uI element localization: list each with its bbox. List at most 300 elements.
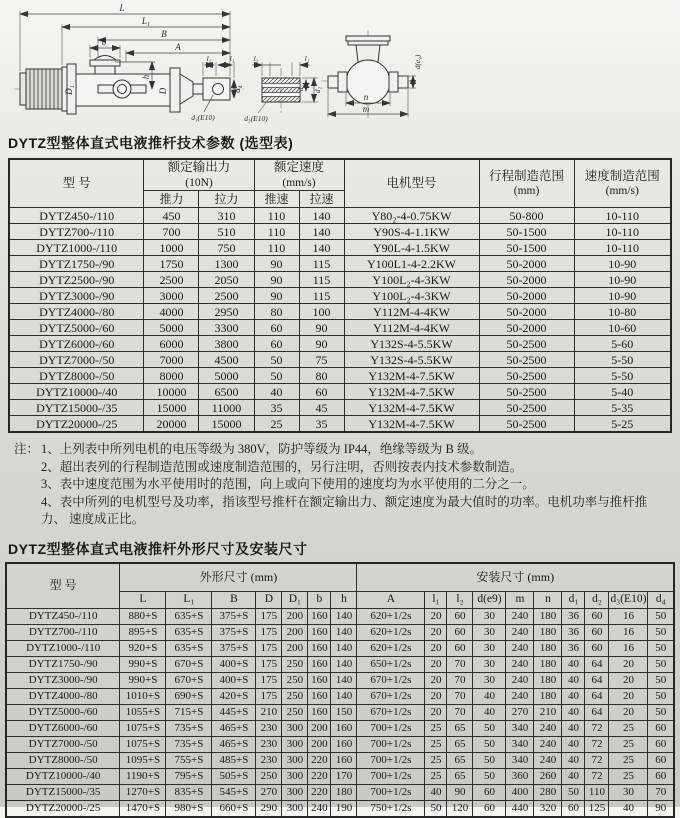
col-d4: d₄ (648, 591, 674, 608)
value-cell: 50-2000 (479, 256, 574, 272)
dimension-table (5, 562, 675, 818)
value-cell: 240 (534, 752, 562, 768)
col-pull-force: 拉力 (199, 191, 254, 208)
value-cell: 50-2500 (479, 368, 574, 384)
col2-model-label: 型 号 (49, 578, 77, 593)
value-cell: 3800 (199, 336, 254, 352)
model-cell: DYTZ7000-/50 (6, 736, 120, 752)
value-cell: 90 (447, 784, 473, 800)
stroke-range-label: 行程制造范围 (489, 168, 565, 183)
value-cell: 50 (648, 624, 674, 640)
value-cell: 220 (308, 752, 331, 768)
value-cell: 240 (506, 656, 534, 672)
value-cell: 1270+S (120, 784, 166, 800)
value-cell: 160 (331, 736, 357, 752)
value-cell: 50 (648, 704, 674, 720)
value-cell: 180 (534, 672, 562, 688)
value-cell: 10-80 (574, 304, 671, 320)
value-cell: 120 (447, 800, 473, 817)
dim-label-l1-main: l₁ (229, 54, 235, 63)
value-cell: 200 (308, 736, 331, 752)
value-cell: 715+S (166, 704, 212, 720)
value-cell: 360 (506, 768, 534, 784)
value-cell: 300 (282, 752, 308, 768)
col-stroke-range (479, 159, 574, 208)
value-cell: 50-2000 (479, 272, 574, 288)
dimension-table-title: DYTZ型整体直式电液推杆外形尺寸及安装尺寸 (8, 540, 308, 557)
col2-model (6, 563, 120, 609)
dimension-row (6, 688, 674, 704)
value-cell: 620+1/2s (357, 608, 425, 624)
value-cell: 30 (609, 784, 648, 800)
value-cell: 40 (562, 768, 585, 784)
value-cell: 30 (473, 672, 506, 688)
value-cell: 660+S (212, 800, 256, 817)
col-D: D (256, 591, 282, 608)
value-cell: 25 (425, 752, 447, 768)
value-cell: 16 (609, 608, 648, 624)
value-cell: 5000 (144, 320, 199, 336)
value-cell: 10-90 (574, 272, 671, 288)
value-cell: 140 (331, 672, 357, 688)
value-cell: 6500 (199, 384, 254, 400)
value-cell: 895+S (120, 624, 166, 640)
value-cell: 920+S (120, 640, 166, 656)
value-cell: 80 (254, 304, 299, 320)
value-cell: 440 (506, 800, 534, 817)
dim-label-b: b (101, 37, 107, 47)
value-cell: 160 (308, 656, 331, 672)
model-cell: DYTZ10000-/40 (9, 384, 144, 400)
value-cell: 11000 (199, 400, 254, 416)
spec-row (9, 320, 671, 336)
value-cell: 175 (256, 672, 282, 688)
value-cell: 635+S (166, 624, 212, 640)
value-cell: 170 (331, 768, 357, 784)
dimension-row (6, 608, 674, 624)
value-cell: 140 (299, 208, 344, 224)
value-cell: 160 (331, 752, 357, 768)
value-cell: Y100L₂-4-3KW (344, 288, 479, 304)
value-cell: 990+S (120, 656, 166, 672)
value-cell: 20000 (144, 416, 199, 433)
value-cell: 40 (473, 688, 506, 704)
dim-label-B: B (161, 29, 167, 39)
value-cell: 50 (473, 720, 506, 736)
model-cell: DYTZ20000-/25 (6, 800, 120, 817)
dim-label-d2: d₂ (313, 86, 322, 94)
value-cell: 400+S (212, 672, 256, 688)
spec-table-title: DYTZ型整体直式电液推杆技术参数 (选型表) (8, 135, 294, 151)
value-cell: 400+S (212, 656, 256, 672)
value-cell: 755+S (166, 752, 212, 768)
dimension-row (6, 800, 674, 817)
value-cell: 160 (308, 608, 331, 624)
value-cell: 125 (585, 800, 609, 817)
speed-range-unit: (mm/s) (605, 185, 639, 198)
value-cell: 90 (299, 336, 344, 352)
value-cell: 10-110 (574, 240, 671, 256)
value-cell: 5-50 (574, 368, 671, 384)
value-cell: 50-1500 (479, 224, 574, 240)
value-cell: 180 (534, 656, 562, 672)
model-cell: DYTZ450-/110 (9, 208, 144, 224)
value-cell: 650+1/2s (357, 656, 425, 672)
value-cell: 10-60 (574, 320, 671, 336)
value-cell: 340 (506, 736, 534, 752)
dimension-row (6, 640, 674, 656)
value-cell: 20 (425, 640, 447, 656)
note-line-2: 2、超出表列的行程制造范围或速度制造范围的，另行注明，否则按表内技术参数制造。 (41, 459, 523, 474)
value-cell: 200 (308, 720, 331, 736)
model-cell: DYTZ5000-/60 (6, 704, 120, 720)
value-cell: 70 (447, 672, 473, 688)
actuator-drawing (0, 0, 680, 132)
spec-row (9, 384, 671, 400)
model-cell: DYTZ5000-/60 (9, 320, 144, 336)
value-cell: 3000 (144, 288, 199, 304)
value-cell: 375+S (212, 608, 256, 624)
dim-label-D1: D₁ (64, 85, 74, 95)
value-cell: 60 (447, 640, 473, 656)
value-cell: 25 (609, 736, 648, 752)
value-cell: 230 (256, 736, 282, 752)
value-cell: 110 (254, 208, 299, 224)
notes-label: 注： (14, 442, 40, 456)
value-cell: 175 (256, 656, 282, 672)
value-cell: 30 (473, 640, 506, 656)
value-cell: 300 (282, 784, 308, 800)
value-cell: 50-2500 (479, 352, 574, 368)
value-cell: 620+1/2s (357, 624, 425, 640)
value-cell: 230 (256, 720, 282, 736)
value-cell: 160 (331, 720, 357, 736)
value-cell: 140 (331, 608, 357, 624)
value-cell: 65 (447, 768, 473, 784)
dim-label-n: n (363, 92, 369, 102)
value-cell: 50 (648, 640, 674, 656)
value-cell: 375+S (212, 624, 256, 640)
note-line-3: 3、表中速度范围为水平使用时的范围，向上或向下使用的速度均为水平使用的二分之一。 (41, 477, 535, 491)
value-cell: 240 (534, 720, 562, 736)
value-cell: 5000 (199, 368, 254, 384)
dim-label-A: A (175, 42, 181, 52)
value-cell: Y132S-4-5.5KW (344, 352, 479, 368)
value-cell: 700+1/2s (357, 720, 425, 736)
value-cell: 50-2500 (479, 400, 574, 416)
value-cell: 70 (447, 656, 473, 672)
model-cell: DYTZ10000-/40 (6, 768, 120, 784)
value-cell: 1055+S (120, 704, 166, 720)
dim-label-d3E10-detail: d₃(E10) (244, 114, 268, 123)
col-model (9, 159, 144, 208)
dim-label-d4: d₄ (232, 85, 242, 93)
value-cell: 20 (425, 608, 447, 624)
value-cell: 30 (473, 656, 506, 672)
value-cell: 60 (585, 624, 609, 640)
dimension-row (6, 672, 674, 688)
value-cell: 115 (299, 288, 344, 304)
spec-row (9, 304, 671, 320)
value-cell: 160 (308, 624, 331, 640)
value-cell: 90 (254, 272, 299, 288)
value-cell: 16 (609, 640, 648, 656)
value-cell: 700+1/2s (357, 736, 425, 752)
value-cell: 25 (609, 768, 648, 784)
value-cell: 60 (562, 800, 585, 817)
note-line-1 (14, 441, 670, 459)
value-cell: 40 (562, 736, 585, 752)
value-cell: Y112M-4-4KW (344, 304, 479, 320)
spec-row (9, 224, 671, 240)
col-h: h (331, 591, 357, 608)
value-cell: 65 (447, 752, 473, 768)
value-cell: 80 (299, 368, 344, 384)
model-cell: DYTZ450-/110 (6, 608, 120, 624)
col-d2: d₂ (585, 591, 609, 608)
value-cell: 4500 (199, 352, 254, 368)
model-cell: DYTZ1000-/110 (6, 640, 120, 656)
value-cell: 50 (648, 672, 674, 688)
value-cell: 690+S (166, 688, 212, 704)
value-cell: 310 (199, 208, 254, 224)
value-cell: 210 (256, 704, 282, 720)
col-l1: l₁ (425, 591, 447, 608)
value-cell: 200 (282, 640, 308, 656)
value-cell: 220 (308, 784, 331, 800)
value-cell: 64 (585, 704, 609, 720)
model-cell: DYTZ20000-/25 (9, 416, 144, 433)
model-cell: DYTZ15000-/35 (9, 400, 144, 416)
rated-speed-unit: (mm/s) (282, 176, 316, 189)
col-push-force: 推力 (144, 191, 199, 208)
spec-row (9, 336, 671, 352)
value-cell: 5-35 (574, 400, 671, 416)
value-cell: Y90L-4-1.5KW (344, 240, 479, 256)
dim-label-d3E10-main: d₃(E10) (191, 113, 215, 122)
spec-row (9, 368, 671, 384)
value-cell: 8000 (144, 368, 199, 384)
value-cell: 72 (585, 736, 609, 752)
value-cell: 45 (299, 400, 344, 416)
value-cell: 36 (562, 624, 585, 640)
value-cell: 10-90 (574, 288, 671, 304)
value-cell: 16 (609, 624, 648, 640)
value-cell: 40 (609, 800, 648, 817)
value-cell: 175 (256, 624, 282, 640)
dimension-row (6, 656, 674, 672)
value-cell: 880+S (120, 608, 166, 624)
value-cell: Y132M-4-7.5KW (344, 384, 479, 400)
output-force-label: 额定输出力 (167, 160, 231, 174)
value-cell: 670+1/2s (357, 672, 425, 688)
value-cell: 75 (299, 352, 344, 368)
value-cell: 50-2500 (479, 384, 574, 400)
value-cell: 735+S (166, 736, 212, 752)
model-cell: DYTZ700-/110 (9, 224, 144, 240)
value-cell: 60 (585, 608, 609, 624)
spec-table-body (9, 208, 671, 433)
value-cell: 340 (506, 752, 534, 768)
value-cell: 375+S (212, 640, 256, 656)
value-cell: 635+S (166, 608, 212, 624)
value-cell: 25 (254, 416, 299, 433)
motor-model-label: 电机型号 (386, 175, 437, 190)
value-cell: 250 (282, 704, 308, 720)
value-cell: 50 (648, 656, 674, 672)
value-cell: 50 (473, 752, 506, 768)
value-cell: 50-1500 (479, 240, 574, 256)
value-cell: 115 (299, 272, 344, 288)
col-model-label: 型 号 (62, 175, 91, 190)
value-cell: 50 (473, 736, 506, 752)
value-cell: 160 (308, 688, 331, 704)
value-cell: 36 (562, 640, 585, 656)
value-cell: 795+S (166, 768, 212, 784)
col-L1: L₁ (166, 591, 212, 608)
value-cell: 72 (585, 720, 609, 736)
value-cell: 485+S (212, 752, 256, 768)
col-n: n (534, 591, 562, 608)
value-cell: 10-90 (574, 256, 671, 272)
value-cell: 290 (256, 800, 282, 817)
value-cell: 280 (534, 784, 562, 800)
col-l2: l₂ (447, 591, 473, 608)
spec-row (9, 240, 671, 256)
value-cell: Y132M-4-7.5KW (344, 400, 479, 416)
model-cell: DYTZ1000-/110 (9, 240, 144, 256)
value-cell: 4000 (144, 304, 199, 320)
value-cell: 250 (256, 768, 282, 784)
dim-label-h: h (141, 74, 151, 80)
value-cell: 465+S (212, 736, 256, 752)
value-cell: 40 (562, 656, 585, 672)
value-cell: 140 (331, 688, 357, 704)
value-cell: 115 (299, 256, 344, 272)
value-cell: 110 (585, 784, 609, 800)
value-cell: 30 (473, 608, 506, 624)
spec-row (9, 352, 671, 368)
value-cell: 60 (473, 800, 506, 817)
value-cell: 250 (282, 672, 308, 688)
value-cell: 190 (331, 800, 357, 817)
notes-block (14, 441, 670, 529)
value-cell: 10-110 (574, 208, 671, 224)
spec-row (9, 208, 671, 224)
value-cell: 140 (331, 640, 357, 656)
value-cell: 50-2000 (479, 304, 574, 320)
value-cell: 40 (425, 784, 447, 800)
value-cell: 670+1/2s (357, 688, 425, 704)
value-cell: 220 (308, 768, 331, 784)
value-cell: 320 (534, 800, 562, 817)
value-cell: 50-2500 (479, 416, 574, 433)
value-cell: 72 (585, 768, 609, 784)
value-cell: 510 (199, 224, 254, 240)
value-cell: 180 (534, 608, 562, 624)
value-cell: 60 (254, 336, 299, 352)
value-cell: 5-40 (574, 384, 671, 400)
value-cell: 980+S (166, 800, 212, 817)
model-cell: DYTZ7000-/50 (9, 352, 144, 368)
value-cell: Y100L1-4-2.2KW (344, 256, 479, 272)
dimension-table-body (6, 608, 674, 817)
value-cell: 50 (254, 368, 299, 384)
dimension-row (6, 720, 674, 736)
value-cell: 20 (425, 624, 447, 640)
technical-drawing-area (0, 0, 680, 132)
value-cell: Y132M-4-7.5KW (344, 368, 479, 384)
value-cell: 1095+S (120, 752, 166, 768)
value-cell: 50-800 (479, 208, 574, 224)
value-cell: 210 (534, 704, 562, 720)
value-cell: 65 (447, 736, 473, 752)
col-A: A (357, 591, 425, 608)
value-cell: 100 (299, 304, 344, 320)
value-cell: 70 (447, 688, 473, 704)
value-cell: 35 (254, 400, 299, 416)
value-cell: 240 (534, 736, 562, 752)
col-L: L (120, 591, 166, 608)
col-group-rated-speed (254, 159, 344, 191)
note-text-1: 1、上列表中所列电机的电压等级为 380V，防护等级为 IP44，绝缘等级为 B 级。 (41, 442, 482, 456)
value-cell: 140 (299, 224, 344, 240)
value-cell: 180 (534, 640, 562, 656)
value-cell: 545+S (212, 784, 256, 800)
model-cell: DYTZ4000-/80 (9, 304, 144, 320)
value-cell: 1010+S (120, 688, 166, 704)
model-cell: DYTZ6000-/60 (9, 336, 144, 352)
value-cell: 90 (254, 288, 299, 304)
value-cell: Y100L₂-4-3KW (344, 272, 479, 288)
model-cell: DYTZ1750-/90 (6, 656, 120, 672)
value-cell: 110 (254, 240, 299, 256)
value-cell: 340 (506, 720, 534, 736)
dim-label-d1: d₁ (296, 84, 305, 92)
col-pull-speed: 拉速 (299, 191, 344, 208)
value-cell: 700 (144, 224, 199, 240)
value-cell: 40 (562, 752, 585, 768)
spec-row (9, 400, 671, 416)
value-cell: 36 (562, 608, 585, 624)
value-cell: 64 (585, 672, 609, 688)
value-cell: 300 (282, 736, 308, 752)
value-cell: 420+S (212, 688, 256, 704)
value-cell: 140 (299, 240, 344, 256)
col-push-speed: 推速 (254, 191, 299, 208)
output-force-unit: (10N) (185, 176, 213, 189)
value-cell: 240 (506, 640, 534, 656)
value-cell: 70 (447, 704, 473, 720)
value-cell: 50 (648, 688, 674, 704)
value-cell: 10-110 (574, 224, 671, 240)
value-cell: 1750 (144, 256, 199, 272)
value-cell: 175 (256, 688, 282, 704)
value-cell: 5-25 (574, 416, 671, 433)
value-cell: 65 (447, 720, 473, 736)
value-cell: 20 (609, 656, 648, 672)
value-cell: 175 (256, 608, 282, 624)
value-cell: 240 (506, 688, 534, 704)
model-cell: DYTZ8000-/50 (6, 752, 120, 768)
value-cell: 60 (447, 624, 473, 640)
value-cell: 180 (534, 688, 562, 704)
value-cell: 60 (473, 784, 506, 800)
value-cell: 835+S (166, 784, 212, 800)
value-cell: 150 (331, 704, 357, 720)
value-cell: 6000 (144, 336, 199, 352)
value-cell: 180 (534, 624, 562, 640)
